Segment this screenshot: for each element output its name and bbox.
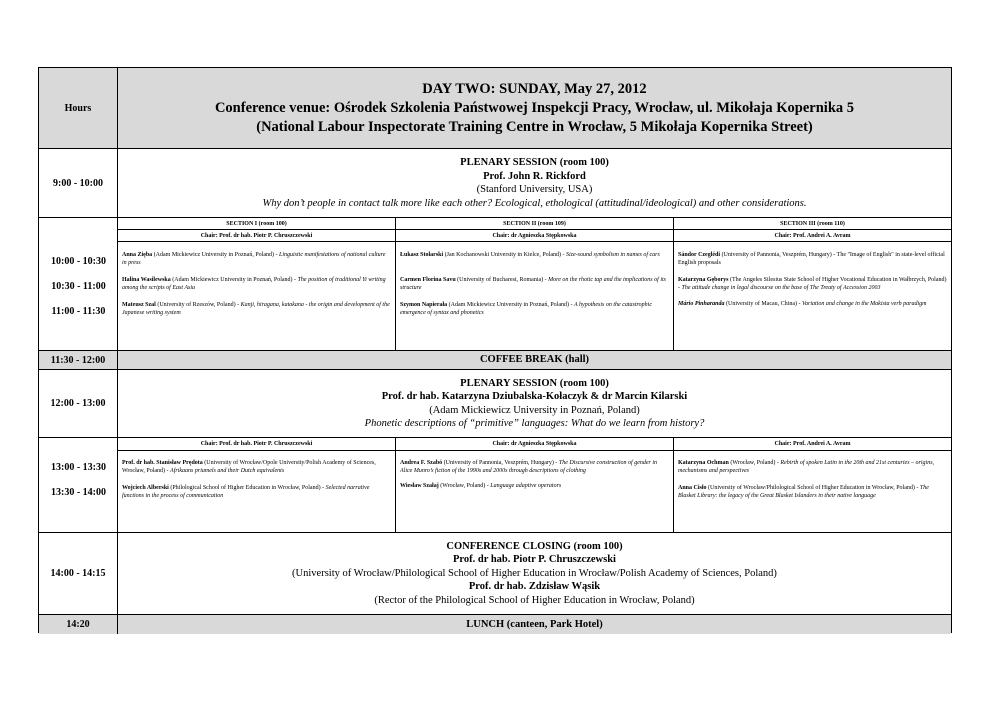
plenary-1-affiliation: (Stanford University, USA) — [476, 184, 593, 195]
talk-entry — [122, 252, 391, 267]
plenary-1-content — [118, 149, 951, 217]
speaker-name: Mateusz Szal — [122, 302, 156, 308]
talk-title: Kanji, hiragana, katakana - the origin and development of the Japanese writing system — [122, 302, 390, 316]
plenary-1-topic: Why don’t people in contact talk more like each other? Ecological, ethological (attitudinal/ideological) and other considerations. — [262, 197, 807, 209]
talk-title: Linguistic manifestations of national culture in press — [122, 252, 386, 266]
speaker-affiliation: (Philological School of Higher Education in Wrocław, Poland) - — [168, 485, 326, 491]
speaker-affiliation: (University of Macau, China) - — [724, 301, 802, 307]
talk-entry — [678, 460, 947, 475]
closing-speaker-2: Prof. dr hab. Zdzisław Wąsik — [468, 581, 601, 593]
speaker-affiliation: (University of Bucharest, Romania) - — [455, 277, 549, 283]
section-header: SECTION I (room 100) — [118, 218, 396, 230]
speaker-affiliation: (Wrocław, Poland) - — [728, 460, 781, 466]
talk-entry — [400, 302, 669, 317]
talk-entry — [122, 485, 391, 500]
closing-speaker-1: Prof. dr hab. Piotr P. Chruszczewski — [453, 554, 616, 566]
plenary-1-speaker: Prof. John R. Rickford — [483, 170, 586, 182]
plenary-2-speaker: Prof. dr hab. Katarzyna Dziubalska-Kołaczyk & dr Marcin Kilarski — [381, 391, 688, 402]
talk-title: Size-sound symbolism in names of cars — [566, 252, 660, 258]
speaker-name: Prof. dr hab. Stanisław Prędota — [122, 460, 203, 466]
section-chair: Chair: Prof. dr hab. Piotr P. Chruszczewski — [118, 230, 396, 242]
closing-affiliation-2: (Rector of the Philological School of Higher Education in Wrocław, Poland) — [374, 594, 695, 606]
lunch-label: LUNCH (canteen, Park Hotel) — [466, 618, 603, 630]
section-headers — [118, 218, 951, 230]
schedule-table — [38, 67, 952, 633]
time-cell: 10:30 - 11:00 — [51, 281, 106, 292]
talk-title: A hypothesis on the catastrophic emergence of syntax and phonetics — [400, 302, 652, 316]
speaker-affiliation: (University of Rzeszów, Poland) - — [155, 302, 241, 308]
time-column — [39, 438, 118, 532]
plenary-session-1 — [39, 149, 951, 218]
time-cell: 14:00 - 14:15 — [39, 533, 118, 614]
speaker-name: Anna Zięba — [122, 252, 153, 258]
talk-title: Selected narrative functions in the process of communication — [122, 485, 370, 499]
speaker-name: Wojciech Alberski — [122, 485, 169, 491]
speaker-name: Katarzyna Ochman — [678, 460, 729, 466]
talk-title: More on the rhotic tap and the implications of its structure — [400, 277, 666, 291]
section-1-column — [118, 242, 396, 350]
section-chairs — [118, 438, 951, 451]
speaker-affiliation: (Wrocław, Poland) - — [438, 483, 491, 489]
sections-block-1 — [39, 218, 951, 351]
time-cell: 13:00 - 13:30 — [51, 462, 106, 473]
day-title — [118, 68, 951, 148]
talk-entry — [678, 277, 947, 292]
talk-title: Rebirth of spoken Latin in the 20th and 21st centuries – origins, mechanisms and perspectives — [678, 460, 935, 474]
plenary-2-affiliation: (Adam Mickiewicz University in Poznań, Poland) — [429, 404, 640, 416]
coffee-break-label: COFFEE BREAK (hall) — [479, 354, 590, 366]
talk-entry — [678, 301, 947, 309]
talk-entry — [122, 460, 391, 475]
speaker-name: Anna Cisło — [678, 485, 707, 491]
talk-entry — [400, 277, 669, 292]
time-cell: 13:30 - 14:00 — [51, 487, 106, 498]
title-line-1: DAY TWO: SUNDAY, May 27, 2012 — [422, 80, 647, 97]
speaker-affiliation: (University of Wrocław/Philological School of Higher Education in Wrocław, Poland) - — [706, 485, 920, 491]
coffee-break-row — [39, 351, 951, 370]
speaker-name: Halina Wasilewska — [122, 277, 171, 283]
speaker-affiliation: (Adam Mickiewicz University in Poznań, Poland) - — [447, 302, 574, 308]
hours-label: Hours — [39, 68, 118, 148]
header-row — [39, 68, 951, 149]
talk-title: Afrikaans priamels and their Dutch equivalents — [170, 467, 285, 474]
lunch-content — [118, 615, 951, 634]
speaker-affiliation: (University of Pannonia, Veszprém, Hungary) - — [442, 460, 559, 466]
section-2-column — [396, 451, 674, 532]
speaker-affiliation: (The Angeles Silesius State School of Higher Vocational Education in Wałbrzych, Poland) - — [678, 277, 947, 291]
time-cell: 14:20 — [39, 615, 118, 634]
time-cell: 11:30 - 12:00 — [39, 351, 118, 369]
talk-entry — [122, 277, 391, 292]
lunch-row — [39, 615, 951, 634]
talk-title: The Blasket Library: the legacy of the Great Blasket Islanders in their native language — [678, 485, 929, 499]
plenary-2-topic: Phonetic descriptions of “primitive” languages: What do we learn from history? — [364, 418, 705, 429]
section-2-column — [396, 242, 674, 350]
section-chair: Chair: Prof. Andrei A. Avram — [674, 230, 951, 242]
plenary-2-title: PLENARY SESSION (room 100) — [460, 377, 609, 389]
talk-entry — [678, 252, 947, 267]
speaker-name: Mário Pinharanda — [678, 301, 725, 307]
talk-entry — [400, 483, 669, 491]
speaker-name: Szymon Napierała — [400, 302, 448, 308]
coffee-break-content — [118, 351, 951, 369]
time-cell: 10:00 - 10:30 — [51, 256, 106, 267]
speaker-name: Sándor Czeglédi — [678, 252, 721, 258]
speaker-affiliation: (Adam Mickiewicz University in Poznań, Poland) - — [170, 277, 298, 283]
plenary-2-content — [118, 370, 951, 437]
speaker-name: Katarzyna Gęborys — [678, 277, 729, 283]
talk-title: The attitude change in legal discourse on the base of The Treaty of Accession 2003 — [681, 284, 881, 291]
section-header: SECTION II (room 109) — [396, 218, 674, 230]
plenary-1-title: PLENARY SESSION (room 100) — [460, 157, 609, 168]
time-cell: 9:00 - 10:00 — [39, 149, 118, 217]
section-3-column — [674, 451, 951, 532]
speaker-affiliation: (Jan Kochanowski University in Kielce, Poland) - — [443, 252, 566, 258]
speaker-affiliation: (Adam Mickiewicz University in Poznań, Poland) - — [152, 252, 279, 258]
section-chairs — [118, 230, 951, 242]
plenary-session-2 — [39, 370, 951, 438]
talk-entry — [678, 485, 947, 500]
section-3-column — [674, 242, 951, 350]
title-line-3: (National Labour Inspectorate Training Centre in Wrocław, 5 Mikołaja Kopernika Street) — [256, 118, 813, 135]
speaker-name: Carmen Florina Savu — [400, 277, 456, 283]
talk-title: Language adaptive operators — [490, 483, 562, 489]
time-column — [39, 218, 118, 350]
section-1-column — [118, 451, 396, 532]
speaker-name: Andrea F. Szabó — [400, 460, 443, 466]
talk-entry — [400, 460, 669, 475]
section-chair: Chair: Prof. Andrei A. Avram — [674, 438, 951, 451]
talk-title: Variation and change in the Makista verb paradigm — [802, 301, 927, 307]
speaker-affiliation: (University of Wrocław/Opole University/Polish Academy of Sciences, Wrocław, Poland) - — [122, 460, 376, 474]
speaker-name: Wiesław Szałaj — [400, 483, 439, 489]
section-chair: Chair: dr Agnieszka Stępkowska — [396, 438, 674, 451]
closing-affiliation-1: (University of Wrocław/Philological School of Higher Education in Wrocław/Polish Academy of Sciences, Poland) — [292, 567, 777, 579]
section-header: SECTION III (room 110) — [674, 218, 951, 230]
time-cell: 11:00 - 11:30 — [51, 306, 106, 317]
speaker-name: Łukasz Stolarski — [400, 252, 444, 258]
talk-entry — [400, 252, 669, 260]
sections-block-2 — [39, 438, 951, 533]
talk-title: The Discursive construction of gender in Alice Munro’s fiction of the 1990s and 2000s through descriptions of clothing — [400, 460, 658, 474]
closing-content — [118, 533, 951, 614]
conference-closing-row — [39, 533, 951, 615]
talk-entry — [122, 302, 391, 317]
section-columns — [118, 242, 951, 350]
section-columns — [118, 451, 951, 532]
speaker-affiliation: (University of Pannonia, Veszprém, Hungary) - The "Image of English" in state-level official English proposals — [678, 252, 945, 266]
section-chair: Chair: dr Agnieszka Stępkowska — [396, 230, 674, 242]
closing-title: CONFERENCE CLOSING (room 100) — [446, 540, 623, 552]
section-chair: Chair: Prof. dr hab. Piotr P. Chruszczewski — [118, 438, 396, 451]
time-cell: 12:00 - 13:00 — [39, 370, 118, 437]
title-line-2: Conference venue: Ośrodek Szkolenia Państwowej Inspekcji Pracy, Wrocław, ul. Mikołaja Kopernika 5 — [214, 99, 855, 116]
talk-title: The position of traditional Yi writing among the scripts of East Asia — [122, 277, 386, 291]
